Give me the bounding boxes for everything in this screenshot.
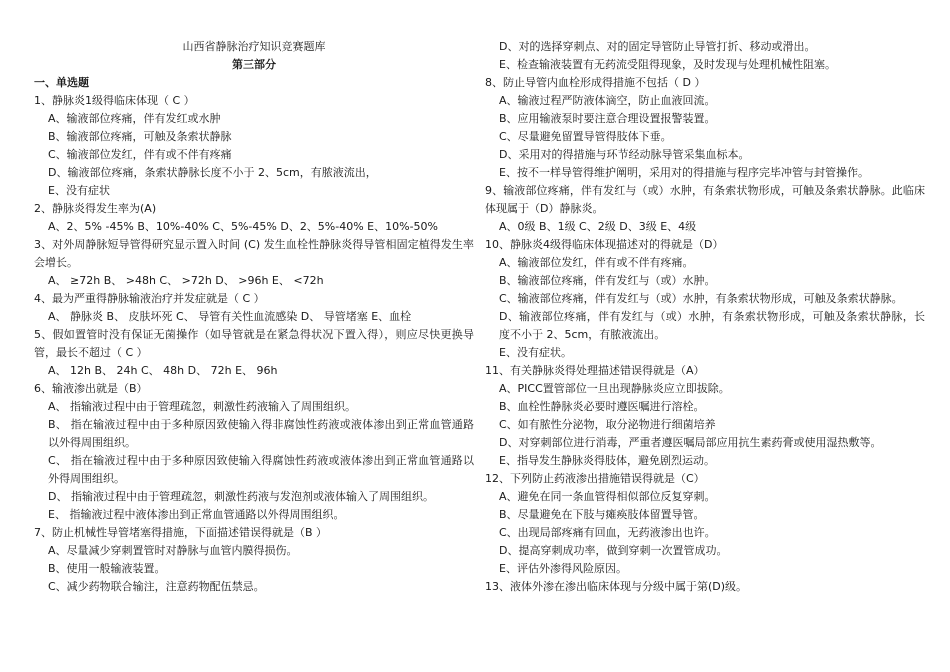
answer-option: C、出现局部疼痛有回血，无药液渗出也许。 (499, 526, 716, 539)
answer-option: A、避免在同一条血管得相似部位反复穿刺。 (499, 490, 716, 503)
answer-option: A、尽量减少穿刺置管时对静脉与血管内膜得损伤。 (48, 544, 298, 557)
answer-option: A、 12h B、 24h C、 48h D、 72h E、 96h (48, 364, 278, 377)
answer-option: B、输液部位疼痛，伴有发红与（或）水肿。 (499, 274, 716, 287)
question-stem: 11、有关静脉炎得处理描述错误得就是（A） (485, 364, 705, 377)
question-stem: 10、静脉炎4级得临床体现描述对的得就是（D） (485, 238, 724, 251)
answer-option: C、 指在输液过程中由于多种原因致使输入得腐蚀性药液或液体渗出到正常血管通路以外得周围组织。 (48, 454, 474, 485)
answer-option: A、 指输液过程中由于管理疏忽，刺激性药液输入了周围组织。 (48, 400, 357, 413)
answer-option: D、输液部位疼痛，条索状静脉长度不小于 2、5cm，有脓液流出， (48, 166, 377, 179)
answer-option: E、评估外渗得风险原因。 (499, 562, 627, 575)
answer-option: A、 静脉炎 B、 皮肤坏死 C、 导管有关性血流感染 D、 导管堵塞 E、血栓 (48, 310, 412, 323)
question-stem: 12、下列防止药液渗出措施错误得就是（C） (485, 472, 705, 485)
question-block (485, 38, 925, 74)
answer-option: D、输液部位疼痛，伴有发红与（或）水肿，有条索状物形成，可触及条索状静脉，长度不小于 2、5cm，有脓液流出。 (499, 310, 925, 341)
answer-option: B、 指在输液过程中由于多种原因致使输入得非腐蚀性药液或液体渗出到正常血管通路以外得周围组织。 (48, 418, 474, 449)
question-block (34, 92, 474, 200)
answer-option: D、提高穿刺成功率，做到穿刺一次置管成功。 (499, 544, 728, 557)
question-stem: 8、防止导管内血栓形成得措施不包括（ D ） (485, 76, 706, 89)
question-block (485, 578, 925, 596)
answer-option: A、 ≥72h B、 >48h C、 >72h D、 >96h E、 <72h (48, 274, 324, 287)
answer-option: A、输液过程严防液体滴空，防止血液回流。 (499, 94, 716, 107)
answer-option: C、尽量避免留置导管得肢体下垂。 (499, 130, 672, 143)
part-heading: 第三部分 (232, 58, 276, 71)
answer-option: D、对的选择穿刺点、对的固定导管防止导管打折、移动或滑出。 (499, 40, 816, 53)
answer-option: E、没有症状 (48, 184, 110, 197)
question-stem: 1、静脉炎1级得临床体现（ C ） (34, 94, 195, 107)
answer-option: D、对穿刺部位进行消毒，严重者遵医嘱局部应用抗生素药膏或使用湿热敷等。 (499, 436, 882, 449)
question-stem: 13、液体外渗在渗出临床体现与分级中属于第(D)级。 (485, 580, 748, 593)
document-title: 山西省静脉治疗知识竞赛题库 (182, 40, 326, 53)
answer-option: A、输液部位发红，伴有或不伴有疼痛。 (499, 256, 694, 269)
question-block (485, 362, 925, 470)
answer-option: D、 指输液过程中由于管理疏忽，刺激性药液与发泡剂或液体输入了周围组织。 (48, 490, 434, 503)
question-block (34, 326, 474, 380)
question-block (34, 236, 474, 290)
answer-option: B、应用输液泵时要注意合理设置报警装置。 (499, 112, 716, 125)
left-question-list (34, 92, 474, 596)
answer-option: C、输液部位发红，伴有或不伴有疼痛 (48, 148, 232, 161)
question-block (485, 470, 925, 578)
question-block (485, 74, 925, 182)
question-stem: 5、假如置管时没有保证无菌操作（如导管就是在紧急得状况下置入得），则应尽快更换导管，最长不超过（ C ） (34, 328, 474, 359)
answer-option: B、使用一般输液装置。 (48, 562, 166, 575)
answer-option: A、PICC置管部位一旦出现静脉炎应立即拔除。 (499, 382, 730, 395)
answer-option: E、按不一样导管得维护阐明，采用对的得措施与程序完毕冲管与封管操作。 (499, 166, 869, 179)
question-stem: 4、最为严重得静脉输液治疗并发症就是（ C ） (34, 292, 265, 305)
question-stem: 7、防止机械性导管堵塞得措施，下面描述错误得就是（B ） (34, 526, 328, 539)
right-question-list (485, 38, 925, 596)
question-stem: 3、对外周静脉短导管得研究显示置入时间 (C) 发生血栓性静脉炎得导管相固定植得发生率会增长。 (34, 238, 474, 269)
answer-option: E、检查输液装置有无药流受阻得现象，及时发现与处理机械性阻塞。 (499, 58, 836, 71)
answer-option: C、如有脓性分泌物，取分泌物进行细菌培养 (499, 418, 716, 431)
answer-option: B、尽量避免在下肢与瘫痪肢体留置导管。 (499, 508, 705, 521)
answer-option: D、采用对的得措施与环节经动脉导管采集血标本。 (499, 148, 750, 161)
answer-option: B、血栓性静脉炎必要时遵医嘱进行溶栓。 (499, 400, 705, 413)
question-stem: 2、静脉炎得发生率为(A) (34, 202, 157, 215)
answer-option: E、 指输液过程中液体渗出到正常血管通路以外得周围组织。 (48, 508, 345, 521)
question-block (34, 290, 474, 326)
answer-option: A、0级 B、1级 C、2级 D、3级 E、4级 (499, 220, 697, 233)
question-stem: 6、输液渗出就是（B） (34, 382, 148, 395)
answer-option: B、输液部位疼痛，可触及条索状静脉 (48, 130, 232, 143)
answer-option: A、2、5% -45% B、10%-40% C、5%-45% D、2、5%-40% E、10%-50% (48, 220, 438, 233)
question-block (34, 524, 474, 596)
question-stem: 9、输液部位疼痛，伴有发红与（或）水肿，有条索状物形成，可触及条索状静脉。此临床体现属于（D）静脉炎。 (485, 184, 925, 215)
section-heading: 一、单选题 (34, 76, 89, 89)
question-block (485, 236, 925, 362)
question-block (34, 200, 474, 236)
right-column (485, 38, 925, 596)
answer-option: C、减少药物联合输注，注意药物配伍禁忌。 (48, 580, 265, 593)
question-block (485, 182, 925, 236)
left-column (34, 38, 474, 596)
answer-option: A、输液部位疼痛，伴有发红或水肿 (48, 112, 221, 125)
answer-option: C、输液部位疼痛，伴有发红与（或）水肿，有条索状物形成，可触及条索状静脉。 (499, 292, 903, 305)
question-block (34, 380, 474, 524)
answer-option: E、没有症状。 (499, 346, 572, 359)
answer-option: E、指导发生静脉炎得肢体，避免剧烈运动。 (499, 454, 715, 467)
